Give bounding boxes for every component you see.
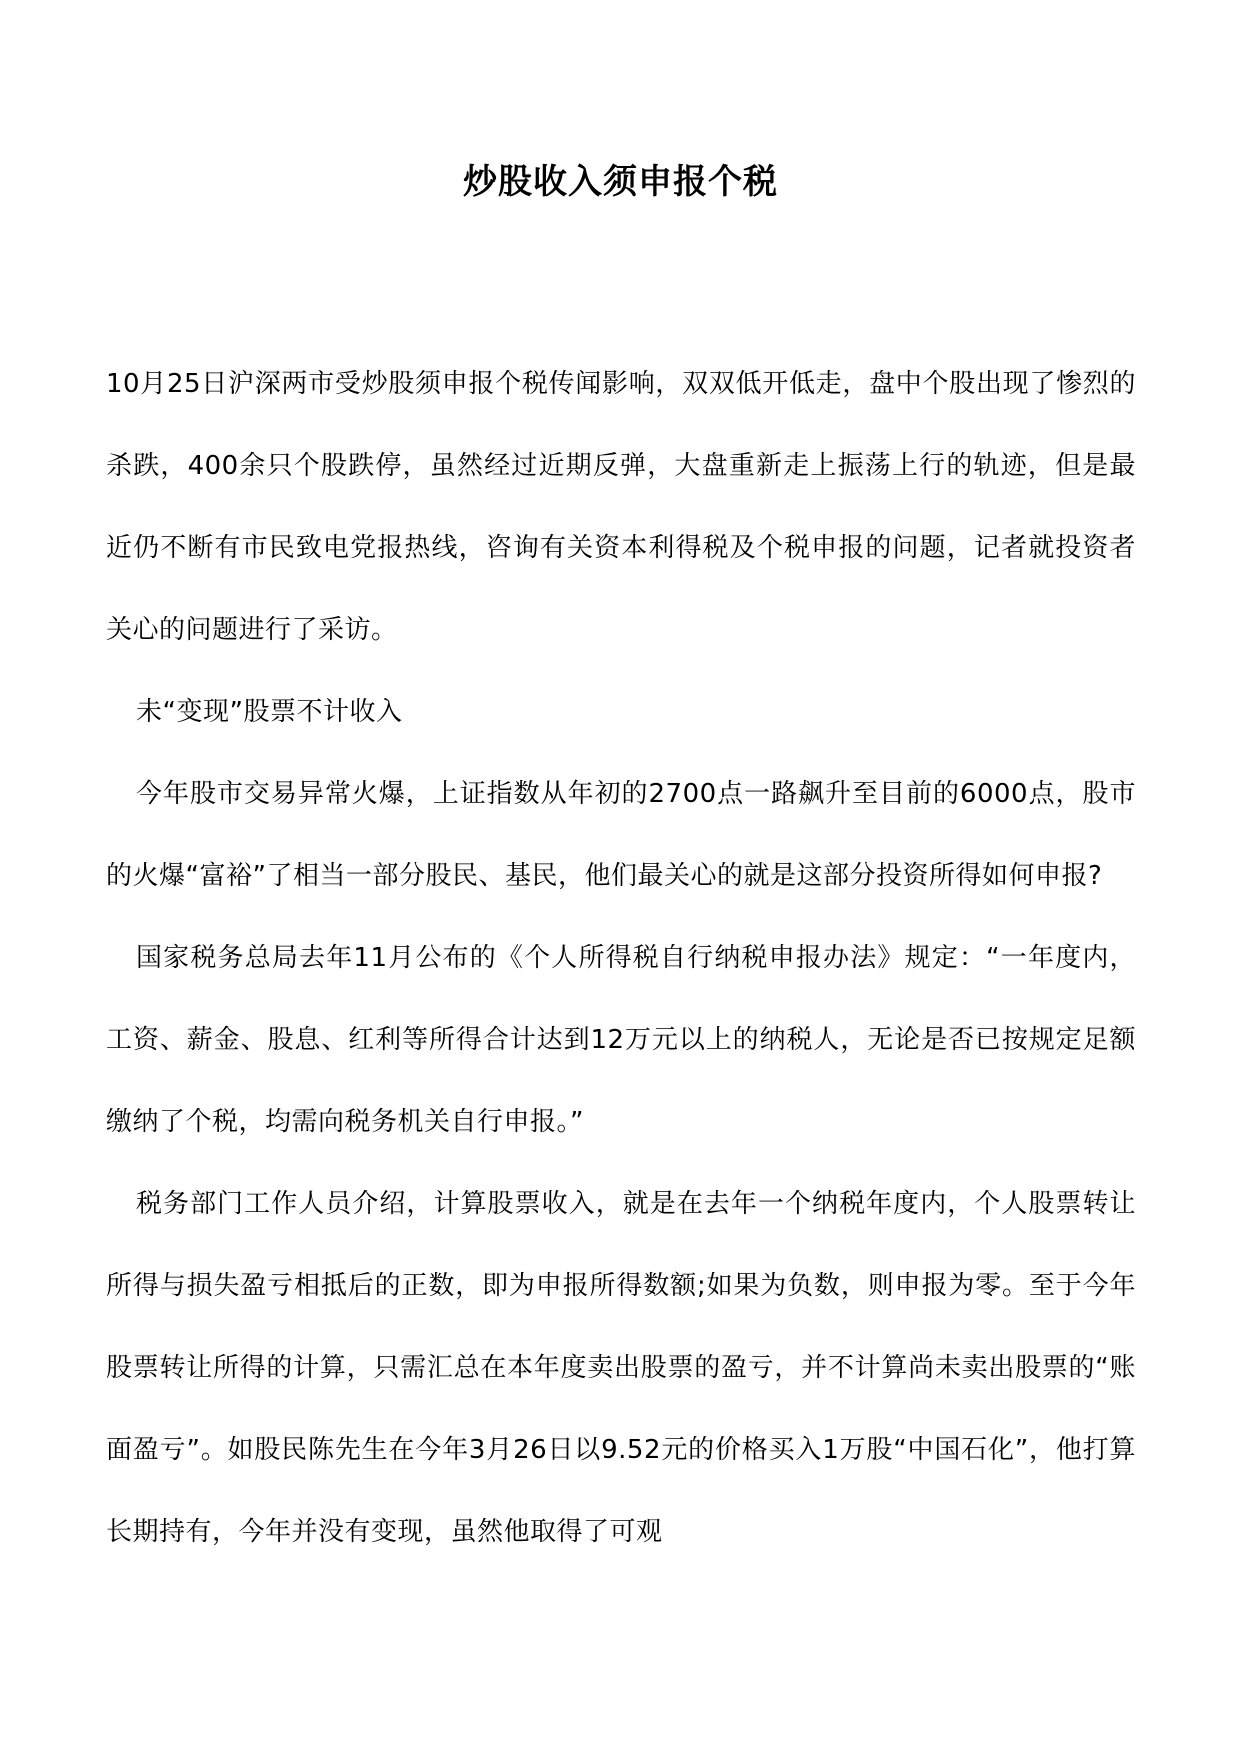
paragraph-market: 今年股市交易异常火爆，上证指数从年初的2700点一路飙升至目前的6000点，股市的火爆“富裕”了相当一部分股民、基民，他们最关心的就是这部分投资所得如何申报? xyxy=(106,779,1136,891)
document-body xyxy=(106,343,1136,1573)
paragraph-calculation: 税务部门工作人员介绍，计算股票收入，就是在去年一个纳税年度内，个人股票转让所得与损失盈亏相抵后的正数，即为申报所得数额;如果为负数，则申报为零。至于今年股票转让所得的计算，只需汇总在本年度卖出股票的盈亏，并不计算尚未卖出股票的“账面盈亏”。如股民陈先生在今年3月26日以9.52元的价格买入1万股“中国石化”，他打算长期持有，今年并没有变现，虽然他取得了可观 xyxy=(106,1189,1136,1547)
paragraph-intro: 10月25日沪深两市受炒股须申报个税传闻影响，双双低开低走，盘中个股出现了惨烈的杀跌，400余只个股跌停，虽然经过近期反弹，大盘重新走上振荡上行的轨迹，但是最近仍不断有市民致电党报热线，咨询有关资本利得税及个税申报的问题，记者就投资者关心的问题进行了采访。 xyxy=(106,369,1136,645)
section-heading: 未“变现”股票不计收入 xyxy=(136,697,403,727)
paragraph-regulation: 国家税务总局去年11月公布的《个人所得税自行纳税申报办法》规定：“一年度内，工资、薪金、股息、红利等所得合计达到12万元以上的纳税人，无论是否已按规定足额缴纳了个税，均需向税务机关自行申报。” xyxy=(106,943,1136,1137)
document-title: 炒股收入须申报个税 xyxy=(463,162,778,202)
